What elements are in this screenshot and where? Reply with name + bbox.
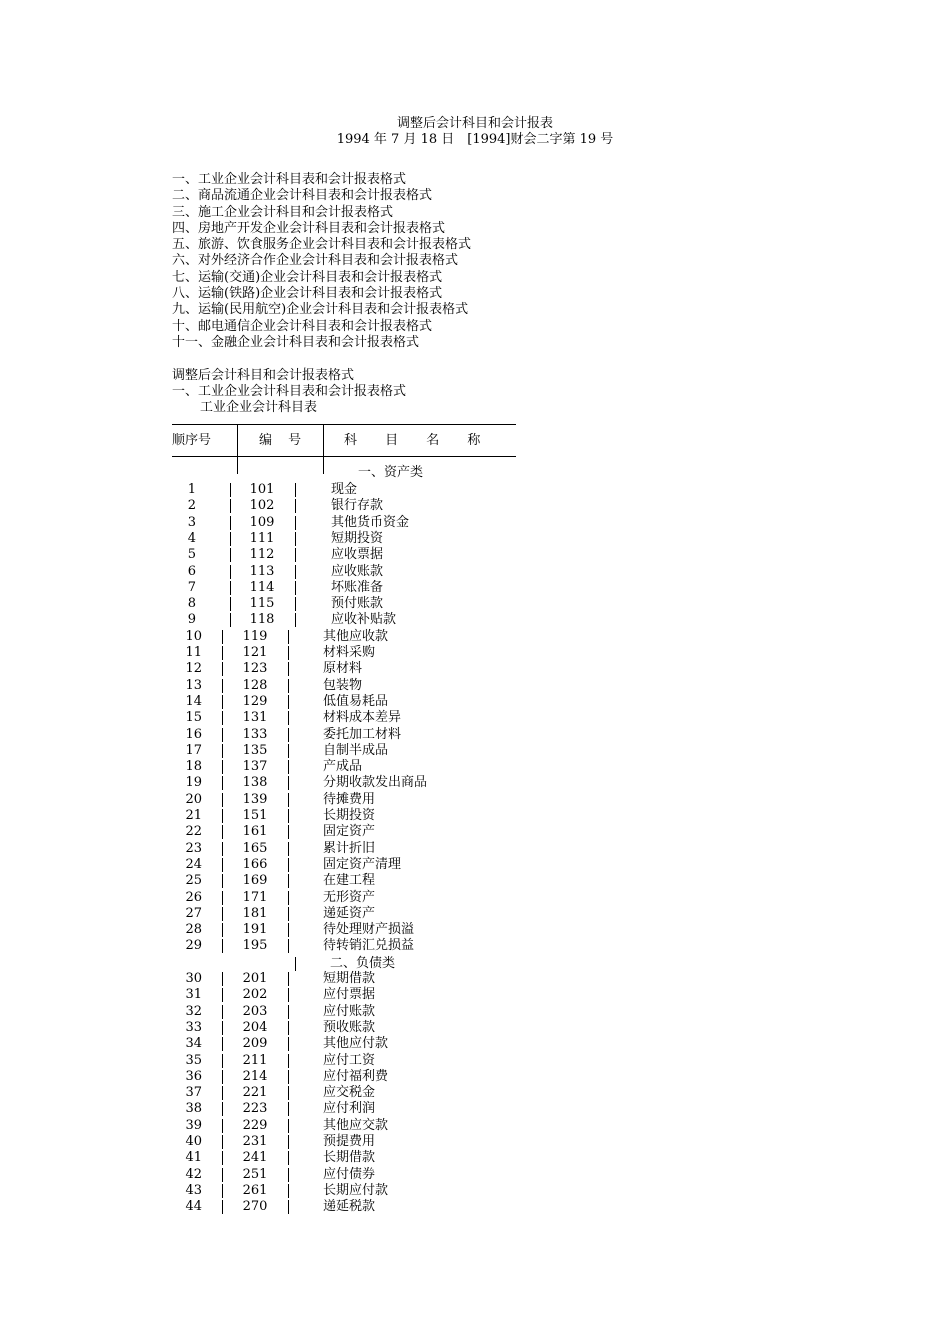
document-title: 调整后会计科目和会计报表 xyxy=(396,116,553,131)
row-code: 229 xyxy=(242,1117,268,1133)
row-code: 204 xyxy=(242,1019,268,1035)
row-divider xyxy=(288,842,289,856)
table-row xyxy=(0,890,950,906)
row-code: 195 xyxy=(242,938,268,954)
table-row xyxy=(0,938,950,954)
row-divider xyxy=(288,825,289,839)
row-code: 119 xyxy=(242,628,268,644)
row-name: 长期借款 xyxy=(323,1150,376,1166)
row-name: 应收票据 xyxy=(331,547,384,563)
row-divider xyxy=(288,793,289,807)
row-code: 118 xyxy=(249,612,275,628)
row-divider xyxy=(222,1005,223,1019)
table-row xyxy=(0,841,950,857)
row-divider xyxy=(295,565,296,579)
row-divider xyxy=(295,532,296,546)
row-divider xyxy=(288,939,289,953)
table-row xyxy=(0,727,950,743)
row-divider xyxy=(222,760,223,774)
row-divider xyxy=(222,695,223,709)
row-divider xyxy=(230,565,231,579)
row-divider xyxy=(222,1037,223,1051)
row-divider xyxy=(288,1005,289,1019)
row-seq: 29 xyxy=(185,938,202,954)
row-code: 121 xyxy=(242,645,268,660)
row-code: 214 xyxy=(242,1068,268,1084)
row-divider xyxy=(222,1102,223,1116)
row-seq: 15 xyxy=(185,710,202,726)
row-name: 银行存款 xyxy=(331,498,384,514)
category-liabilities: 二、负债类 xyxy=(330,956,396,971)
row-divider xyxy=(230,532,231,546)
row-divider xyxy=(230,613,231,627)
table-row xyxy=(0,1134,950,1150)
row-divider xyxy=(288,1135,289,1149)
row-divider xyxy=(222,776,223,790)
row-divider xyxy=(288,1054,289,1068)
row-code: 191 xyxy=(242,922,268,938)
row-seq: 24 xyxy=(185,856,202,872)
table-row xyxy=(0,1020,950,1036)
row-divider xyxy=(295,499,296,513)
row-name: 低值易耗品 xyxy=(323,693,389,709)
row-name: 应收账款 xyxy=(331,563,384,579)
row-name: 固定资产清理 xyxy=(323,856,402,872)
table-row xyxy=(0,612,950,628)
row-divider xyxy=(295,581,296,595)
row-name: 其他应交款 xyxy=(323,1117,389,1133)
row-code: 113 xyxy=(249,563,275,579)
row-seq: 27 xyxy=(185,905,202,921)
table-row xyxy=(0,694,950,710)
row-divider xyxy=(222,891,223,905)
row-divider xyxy=(222,711,223,725)
table-row xyxy=(0,824,950,840)
row-seq: 1 xyxy=(187,482,196,497)
row-seq: 17 xyxy=(185,742,202,758)
row-seq: 6 xyxy=(187,563,196,579)
row-code: 101 xyxy=(249,482,275,497)
row-seq: 33 xyxy=(185,1019,202,1035)
table-row xyxy=(0,743,950,759)
row-name: 其他应收款 xyxy=(323,628,389,644)
row-seq: 9 xyxy=(187,612,196,628)
row-name: 应交税金 xyxy=(323,1085,376,1101)
row-divider xyxy=(288,972,289,986)
table-row xyxy=(0,808,950,824)
row-divider xyxy=(288,809,289,823)
row-seq: 42 xyxy=(185,1166,202,1182)
header-name: 科 目 名 称 xyxy=(344,433,493,448)
row-divider xyxy=(288,662,289,676)
row-name: 原材料 xyxy=(323,661,363,677)
table-title: 工业企业会计科目表 xyxy=(200,400,318,415)
row-divider xyxy=(288,630,289,644)
row-seq: 39 xyxy=(185,1117,202,1133)
row-divider xyxy=(222,793,223,807)
row-divider xyxy=(222,842,223,856)
table-row xyxy=(0,1118,950,1134)
row-name: 预提费用 xyxy=(323,1134,376,1149)
table-row xyxy=(0,857,950,873)
row-name: 材料采购 xyxy=(323,645,376,660)
table-row xyxy=(0,580,950,596)
row-divider xyxy=(222,972,223,986)
row-name: 长期投资 xyxy=(323,808,376,823)
row-divider xyxy=(222,1021,223,1035)
row-seq: 44 xyxy=(185,1199,202,1215)
row-name: 待处理财产损溢 xyxy=(323,922,415,938)
row-name: 固定资产 xyxy=(323,824,376,840)
row-code: 102 xyxy=(249,498,275,514)
table-row xyxy=(0,1167,950,1183)
row-seq: 32 xyxy=(185,1003,202,1019)
row-name: 待转销汇兑损益 xyxy=(323,938,415,954)
table-row xyxy=(0,971,950,987)
table-row xyxy=(0,596,950,612)
row-code: 211 xyxy=(242,1052,268,1068)
row-seq: 22 xyxy=(185,824,202,840)
row-code: 115 xyxy=(249,596,275,612)
row-divider xyxy=(295,548,296,562)
row-name: 递延资产 xyxy=(323,905,376,921)
row-seq: 4 xyxy=(187,530,196,546)
row-seq: 36 xyxy=(185,1068,202,1084)
row-divider xyxy=(295,597,296,611)
row-divider xyxy=(222,1119,223,1133)
table-row xyxy=(0,1069,950,1085)
row-code: 221 xyxy=(242,1085,268,1101)
table-row xyxy=(0,1085,950,1101)
row-divider xyxy=(288,1119,289,1133)
header-divider xyxy=(237,424,238,474)
row-divider xyxy=(222,923,223,937)
table-top-rule xyxy=(172,424,516,425)
row-code: 135 xyxy=(242,742,268,758)
row-code: 231 xyxy=(242,1134,268,1149)
row-seq: 43 xyxy=(185,1182,202,1198)
row-divider xyxy=(288,874,289,888)
row-divider xyxy=(288,760,289,774)
row-name: 应付福利费 xyxy=(323,1068,389,1084)
document-subtitle: 1994 年 7 月 18 日 [1994]财会二字第 19 号 xyxy=(336,132,614,147)
row-seq: 35 xyxy=(185,1052,202,1068)
toc-item: 四、房地产开发企业会计科目表和会计报表格式 xyxy=(172,220,446,236)
table-row xyxy=(0,1004,950,1020)
row-name: 应付账款 xyxy=(323,1003,376,1019)
row-seq: 18 xyxy=(185,759,202,775)
row-divider xyxy=(222,907,223,921)
row-code: 161 xyxy=(242,824,268,840)
row-name: 应付利润 xyxy=(323,1101,376,1117)
row-divider xyxy=(295,613,296,627)
toc-item: 八、运输(铁路)企业会计科目表和会计报表格式 xyxy=(172,286,443,302)
row-code: 131 xyxy=(242,710,268,726)
row-name: 预收账款 xyxy=(323,1019,376,1035)
row-divider xyxy=(288,1070,289,1084)
row-seq: 11 xyxy=(185,645,202,660)
row-code: 241 xyxy=(242,1150,268,1166)
row-divider xyxy=(222,1184,223,1198)
row-name: 应付工资 xyxy=(323,1052,376,1068)
row-seq: 38 xyxy=(185,1101,202,1117)
row-seq: 41 xyxy=(185,1150,202,1166)
row-code: 223 xyxy=(242,1101,268,1117)
row-name: 材料成本差异 xyxy=(323,710,402,726)
row-seq: 21 xyxy=(185,808,202,823)
table-row xyxy=(0,987,950,1003)
row-divider xyxy=(230,548,231,562)
header-seq: 顺序号 xyxy=(172,433,212,448)
row-seq: 13 xyxy=(185,677,202,693)
row-code: 169 xyxy=(242,873,268,889)
table-row xyxy=(0,661,950,677)
row-seq: 5 xyxy=(187,547,196,563)
toc-item: 十、邮电通信企业会计科目表和会计报表格式 xyxy=(172,318,433,334)
row-code: 203 xyxy=(242,1003,268,1019)
row-divider xyxy=(230,483,231,497)
row-divider xyxy=(222,630,223,644)
row-divider xyxy=(222,1151,223,1165)
row-seq: 34 xyxy=(185,1036,202,1052)
row-divider xyxy=(230,581,231,595)
row-divider xyxy=(288,858,289,872)
row-divider xyxy=(288,711,289,725)
row-divider xyxy=(222,858,223,872)
row-code: 202 xyxy=(242,987,268,1003)
row-divider xyxy=(222,662,223,676)
toc-item: 十一、金融企业会计科目表和会计报表格式 xyxy=(172,334,420,350)
toc-item: 二、商品流通企业会计科目表和会计报表格式 xyxy=(172,188,433,204)
row-seq: 23 xyxy=(185,840,202,856)
row-divider xyxy=(288,1168,289,1182)
row-code: 128 xyxy=(242,677,268,693)
row-name: 产成品 xyxy=(323,759,363,775)
table-row xyxy=(0,710,950,726)
section-heading: 调整后会计科目和会计报表格式 xyxy=(172,368,355,383)
row-seq: 40 xyxy=(185,1134,202,1149)
row-name: 预付账款 xyxy=(331,596,384,612)
table-row xyxy=(0,792,950,808)
row-divider xyxy=(222,809,223,823)
table-row xyxy=(0,1199,950,1215)
row-name: 自制半成品 xyxy=(323,742,389,758)
row-divider xyxy=(288,679,289,693)
row-divider xyxy=(222,825,223,839)
table-row xyxy=(0,645,950,661)
row-divider xyxy=(288,646,289,660)
table-row xyxy=(0,1150,950,1166)
row-divider xyxy=(288,1037,289,1051)
table-row xyxy=(0,922,950,938)
row-code: 165 xyxy=(242,840,268,856)
row-code: 270 xyxy=(242,1199,268,1215)
row-name: 应付票据 xyxy=(323,987,376,1003)
table-row xyxy=(0,678,950,694)
row-seq: 19 xyxy=(185,775,202,791)
row-code: 138 xyxy=(242,775,268,791)
toc-item: 六、对外经济合作企业会计科目表和会计报表格式 xyxy=(172,253,459,269)
row-name: 应收补贴款 xyxy=(331,612,397,628)
row-seq: 16 xyxy=(185,726,202,742)
row-seq: 14 xyxy=(185,693,202,709)
section-header xyxy=(172,368,406,401)
row-code: 111 xyxy=(249,530,275,546)
row-code: 133 xyxy=(242,726,268,742)
row-seq: 28 xyxy=(185,922,202,938)
row-code: 109 xyxy=(249,514,275,530)
row-name: 其他货币资金 xyxy=(331,514,410,530)
row-divider xyxy=(222,1054,223,1068)
row-name: 其他应付款 xyxy=(323,1036,389,1052)
row-name: 分期收款发出商品 xyxy=(323,775,428,791)
table-row xyxy=(0,531,950,547)
row-seq: 30 xyxy=(185,971,202,986)
row-divider xyxy=(288,891,289,905)
row-divider xyxy=(288,728,289,742)
row-seq: 2 xyxy=(187,498,196,514)
row-divider xyxy=(295,516,296,530)
row-code: 114 xyxy=(249,579,275,595)
row-divider xyxy=(288,1151,289,1165)
row-divider xyxy=(230,597,231,611)
row-divider xyxy=(288,1200,289,1214)
row-divider xyxy=(222,728,223,742)
row-seq: 8 xyxy=(187,596,196,612)
row-divider xyxy=(288,1184,289,1198)
row-seq: 25 xyxy=(185,873,202,889)
row-name: 在建工程 xyxy=(323,873,376,889)
row-divider xyxy=(222,1135,223,1149)
row-divider xyxy=(222,874,223,888)
row-divider xyxy=(288,923,289,937)
row-seq: 26 xyxy=(185,889,202,905)
row-code: 171 xyxy=(242,889,268,905)
row-code: 129 xyxy=(242,693,268,709)
row-code: 112 xyxy=(249,547,275,563)
row-divider xyxy=(222,679,223,693)
row-name: 无形资产 xyxy=(323,889,376,905)
row-divider xyxy=(295,483,296,497)
row-name: 待摊费用 xyxy=(323,791,376,807)
toc-item: 五、旅游、饮食服务企业会计科目表和会计报表格式 xyxy=(172,237,472,253)
toc-item: 九、运输(民用航空)企业会计科目表和会计报表格式 xyxy=(172,302,469,318)
row-code: 166 xyxy=(242,856,268,872)
row-divider xyxy=(222,1086,223,1100)
row-code: 261 xyxy=(242,1182,268,1198)
row-divider xyxy=(288,1102,289,1116)
header-divider xyxy=(323,424,324,474)
toc-item: 三、施工企业会计科目和会计报表格式 xyxy=(172,204,394,220)
row-name: 坏账准备 xyxy=(331,579,384,595)
table-of-contents xyxy=(172,172,471,351)
row-divider xyxy=(230,516,231,530)
table-row xyxy=(0,564,950,580)
row-code: 201 xyxy=(242,971,268,986)
row-name: 现金 xyxy=(331,482,358,497)
table-row xyxy=(0,759,950,775)
row-divider xyxy=(222,1168,223,1182)
row-seq: 31 xyxy=(185,987,202,1003)
row-divider xyxy=(288,776,289,790)
row-divider xyxy=(222,646,223,660)
row-seq: 37 xyxy=(185,1085,202,1101)
row-seq: 10 xyxy=(185,628,202,644)
row-code: 123 xyxy=(242,661,268,677)
row-divider xyxy=(222,1070,223,1084)
row-name: 长期应付款 xyxy=(323,1182,389,1198)
row-name: 应付债券 xyxy=(323,1166,376,1182)
table-row xyxy=(0,482,950,498)
row-divider xyxy=(222,988,223,1002)
row-code: 251 xyxy=(242,1166,268,1182)
row-name: 包装物 xyxy=(323,677,363,693)
row-seq: 12 xyxy=(185,661,202,677)
row-name: 短期投资 xyxy=(331,530,384,546)
table-header-rule xyxy=(172,456,516,457)
row-name: 委托加工材料 xyxy=(323,726,402,742)
row-code: 151 xyxy=(242,808,268,823)
table-row xyxy=(0,515,950,531)
row-code: 137 xyxy=(242,759,268,775)
row-divider xyxy=(222,939,223,953)
row-name: 短期借款 xyxy=(323,971,376,986)
header-code: 编 号 xyxy=(259,433,308,448)
table-row xyxy=(0,873,950,889)
table-row xyxy=(0,629,950,645)
row-code: 181 xyxy=(242,905,268,921)
table-row xyxy=(0,775,950,791)
row-seq: 20 xyxy=(185,791,202,807)
row-seq: 7 xyxy=(187,579,196,595)
row-divider xyxy=(222,1200,223,1214)
row-divider xyxy=(288,907,289,921)
table-row xyxy=(0,498,950,514)
row-divider xyxy=(222,744,223,758)
row-divider xyxy=(288,1086,289,1100)
row-divider xyxy=(230,499,231,513)
table-row xyxy=(0,1053,950,1069)
row-divider xyxy=(288,744,289,758)
row-code: 209 xyxy=(242,1036,268,1052)
category-assets: 一、资产类 xyxy=(358,465,424,480)
row-divider xyxy=(288,695,289,709)
category-divider xyxy=(295,957,296,971)
table-row xyxy=(0,906,950,922)
row-divider xyxy=(288,988,289,1002)
table-row xyxy=(0,1036,950,1052)
row-seq: 3 xyxy=(187,514,196,530)
row-code: 139 xyxy=(242,791,268,807)
row-name: 累计折旧 xyxy=(323,840,376,856)
row-divider xyxy=(288,1021,289,1035)
row-name: 递延税款 xyxy=(323,1199,376,1215)
toc-item: 一、工业企业会计科目表和会计报表格式 xyxy=(172,172,407,187)
table-row xyxy=(0,547,950,563)
section-subheading: 一、工业企业会计科目表和会计报表格式 xyxy=(172,384,407,400)
table-row xyxy=(0,1183,950,1199)
toc-item: 七、运输(交通)企业会计科目表和会计报表格式 xyxy=(172,269,443,285)
table-row xyxy=(0,1101,950,1117)
